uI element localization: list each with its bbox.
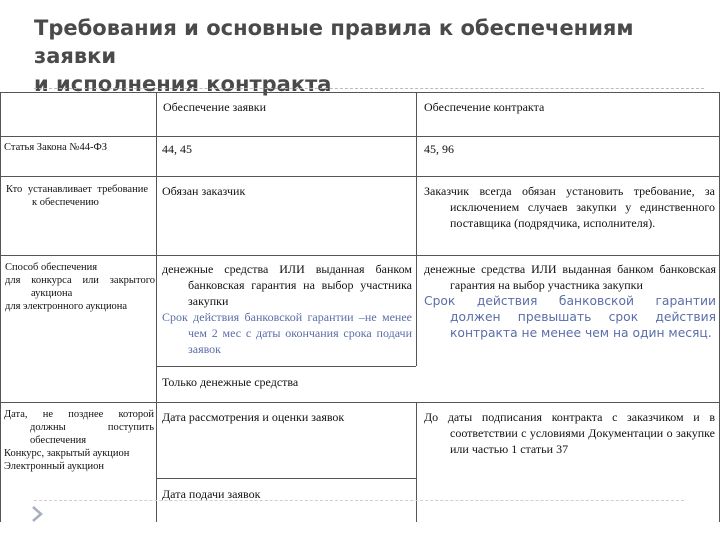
security-method-label — [5, 261, 155, 313]
deadline-label-line-3: Электронный аукцион — [4, 461, 104, 472]
security-method-label-line-1: Способ обеспечения — [5, 262, 98, 273]
security-method-label-line-3: для электронного аукциона — [5, 301, 128, 312]
column-divider — [0, 92, 1, 522]
security-method-contract-main: денежные средства ИЛИ выданная банком банковская гарантия на выбор участника закупки — [424, 262, 716, 292]
security-method-bid-main: денежные средства ИЛИ выданная банком банковская гарантия на выбор участника закупки — [162, 262, 412, 308]
who-sets-requirement-bid: Обязан заказчик — [162, 184, 246, 198]
chevron-right-icon[interactable] — [30, 504, 44, 524]
deadline-label — [4, 408, 154, 473]
security-method-label-line-2: для конкурса или закрытого аукциона — [5, 275, 155, 299]
security-method-contract-note: Срок действия банковской гарантии должен превышать срок действия контракта не менее чем на один месяц. — [424, 294, 716, 340]
deadline-bid-electronic: Дата подачи заявок — [162, 487, 261, 501]
deadline-label-line-1: Дата, не позднее которой должны поступить обеспечения — [4, 409, 154, 446]
row-divider — [0, 136, 720, 137]
header-contract-security: Обеспечение контракта — [424, 100, 545, 114]
law-article-bid: 44, 45 — [162, 142, 192, 156]
who-sets-requirement-label: Кто устанавливает требование к обеспечению — [6, 184, 148, 208]
column-divider — [416, 402, 417, 522]
column-divider — [416, 92, 417, 366]
row-divider — [0, 176, 720, 177]
column-divider — [156, 92, 157, 522]
electronic-auction-bid-security: Только денежные средства — [162, 375, 299, 389]
security-method-contract — [424, 261, 716, 341]
slide-title — [34, 14, 704, 98]
table-border-top — [0, 92, 720, 93]
deadline-bid-competition: Дата рассмотрения и оценки заявок — [162, 410, 345, 424]
title-divider — [34, 88, 704, 89]
law-article-label: Статья Закона №44-ФЗ — [4, 142, 108, 153]
deadline-label-line-2: Конкурс, закрытый аукцион — [4, 448, 130, 459]
security-method-bid — [162, 261, 412, 357]
header-bid-security: Обеспечение заявки — [163, 100, 267, 114]
slide-title-line-2: и исполнения контракта — [34, 72, 332, 96]
row-divider — [156, 478, 416, 479]
row-divider — [0, 255, 720, 256]
deadline-contract: До даты подписания контракта с заказчиком и в соответствии с условиями Документации о закупке или частью 1 статьи 37 — [424, 410, 715, 456]
slide-title-line-1: Требования и основные правила к обеспечениям заявки — [34, 16, 634, 68]
footer-divider — [34, 500, 684, 501]
row-divider — [156, 366, 416, 367]
who-sets-requirement-contract: Заказчик всегда обязан установить требование, за исключением случаев закупки у единственного поставщика (подрядчика, исполнителя). — [424, 184, 715, 230]
row-divider — [0, 402, 720, 403]
law-article-contract: 45, 96 — [424, 142, 454, 156]
security-method-bid-note: Срок действия банковской гарантии –не менее чем 2 мес с даты окончания срока подачи заявок — [162, 310, 412, 356]
